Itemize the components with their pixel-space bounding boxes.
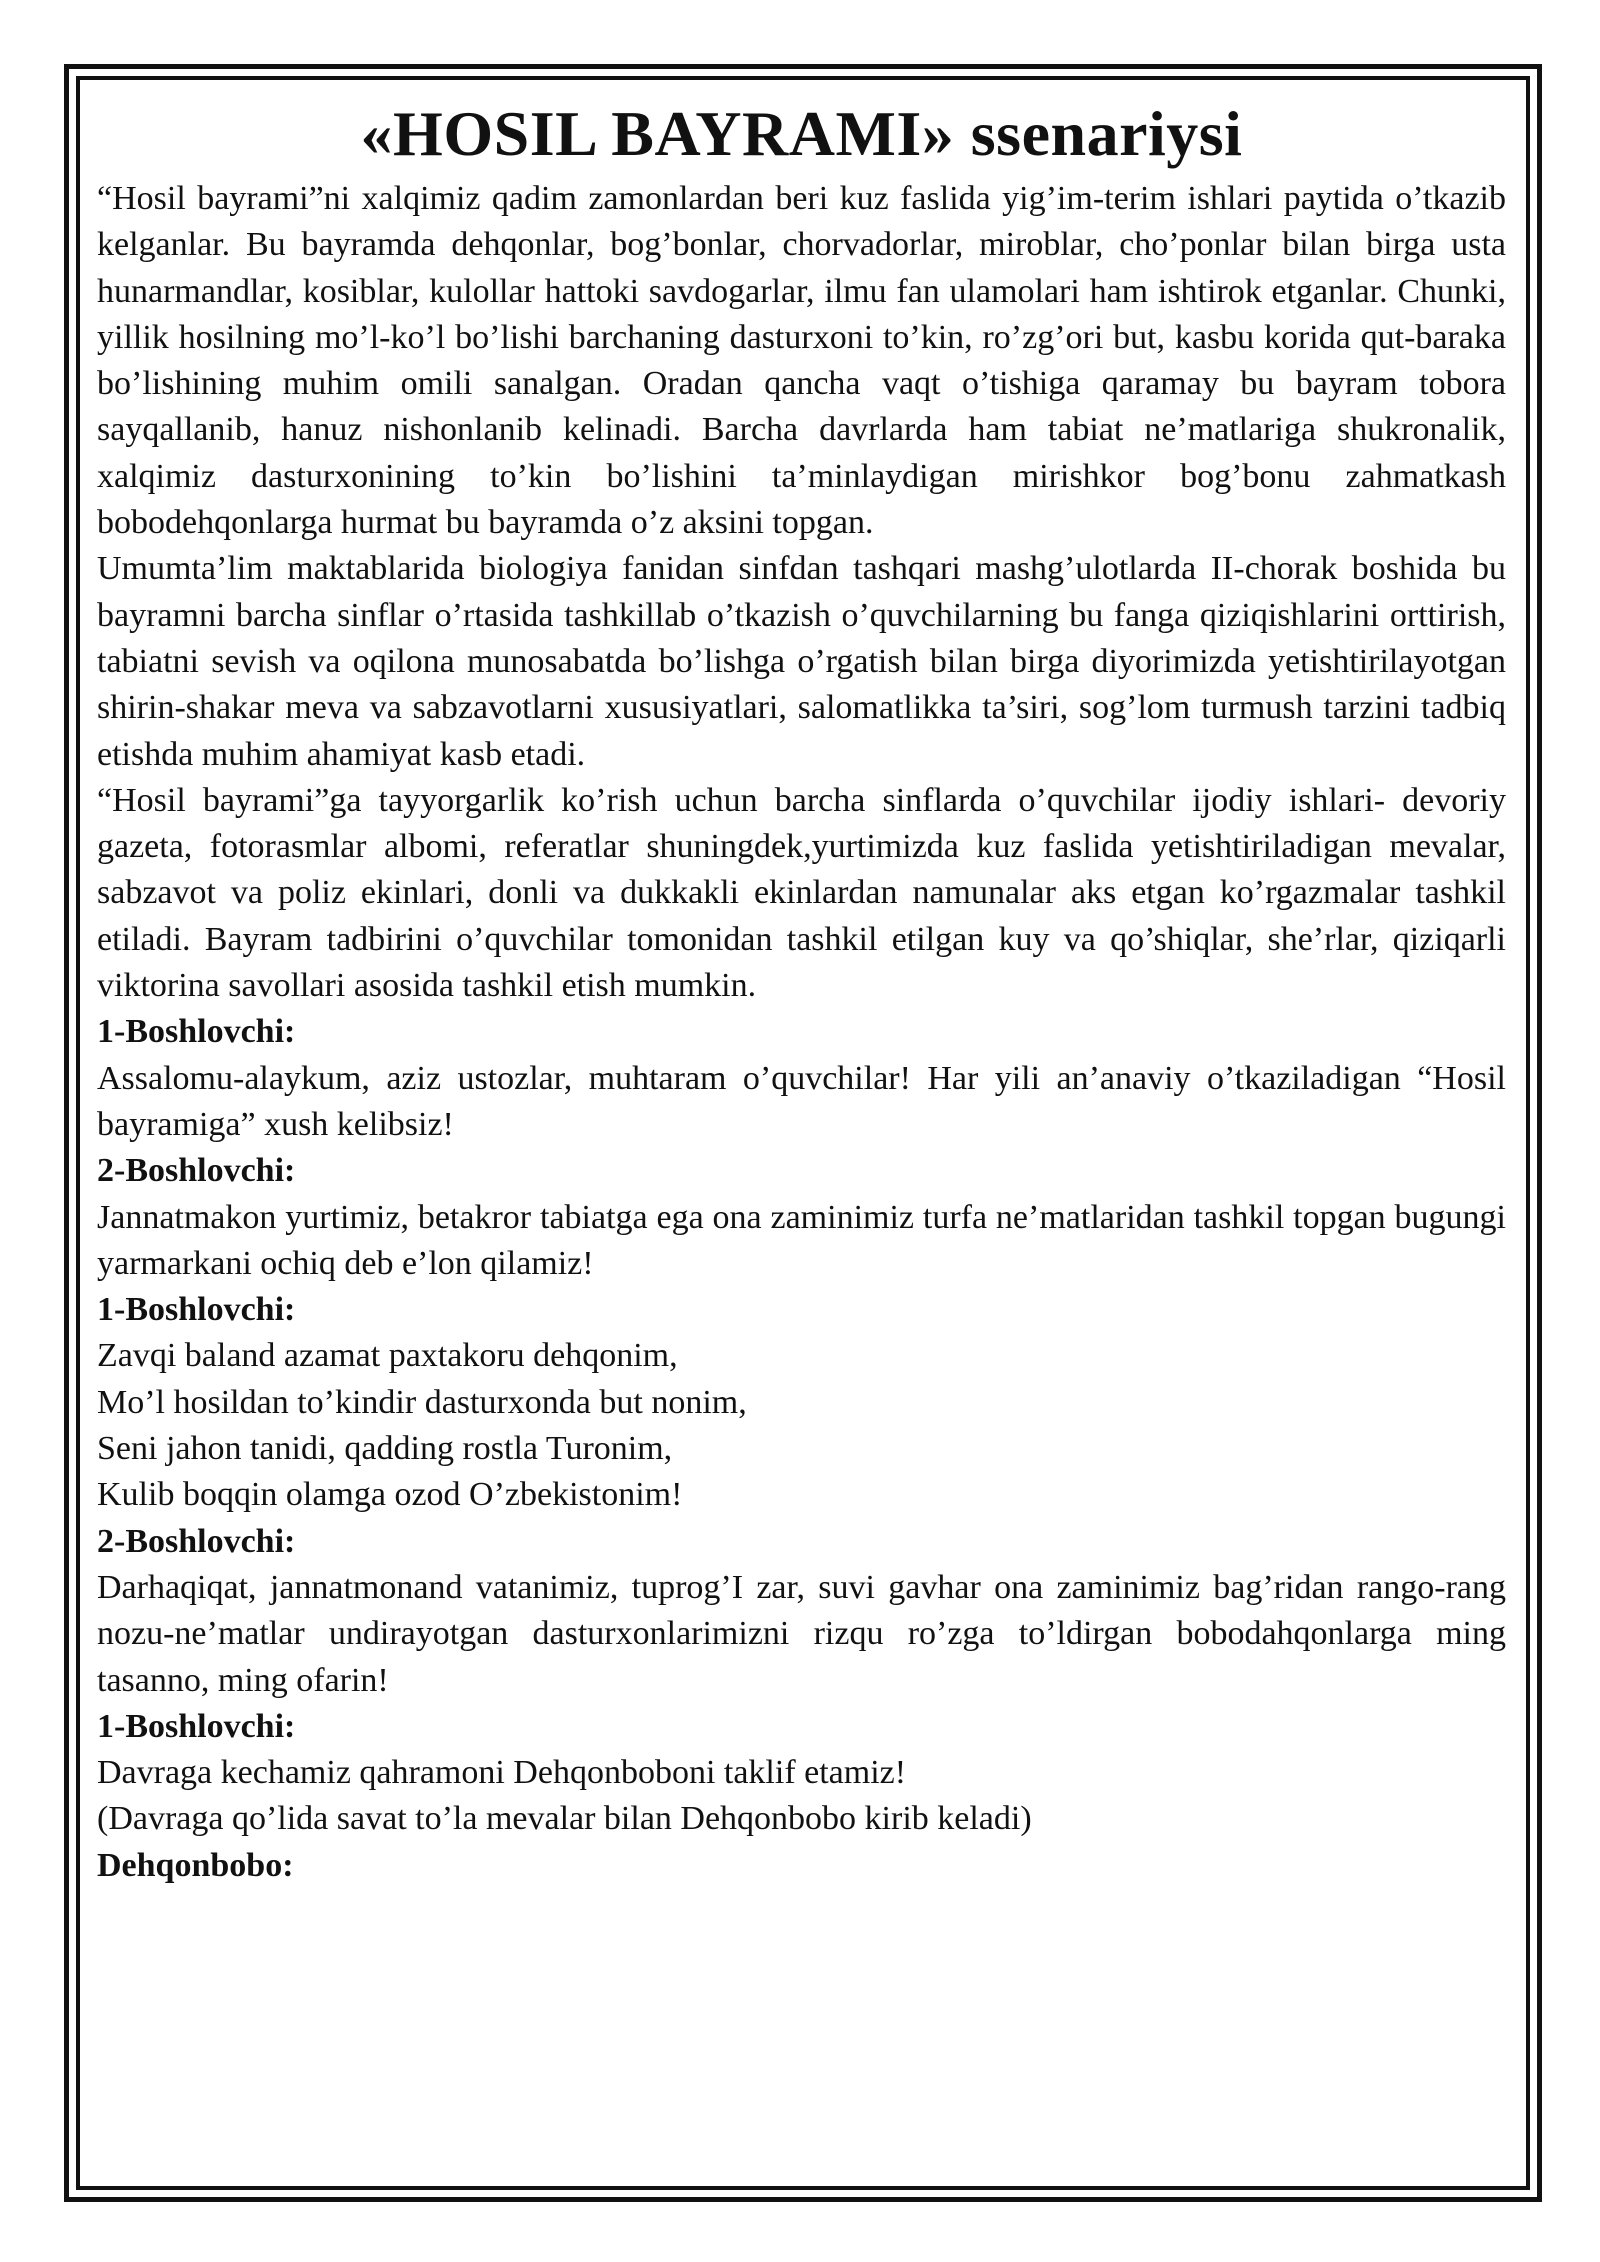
speaker-label: Dehqonbobo:	[97, 1846, 294, 1884]
speaker-label: 1-Boshlovchi:	[97, 1291, 296, 1329]
speaker-label: 1-Boshlovchi:	[97, 1013, 296, 1051]
speaker-label: 1-Boshlovchi:	[97, 1707, 296, 1745]
verse-line: Zavqi baland azamat paxtakoru dehqonim,	[97, 1337, 678, 1375]
verse-line: Mo’l hosildan to’kindir dasturxonda but nonim,	[97, 1383, 747, 1421]
stage-direction: (Davraga qo’lida savat to’la mevalar bilan Dehqonbobo kirib keladi)	[97, 1800, 1032, 1838]
speech-text: Assalomu-alaykum, aziz ustozlar, muhtaram o’quvchilar! Har yili an’anaviy o’tkaziladigan “Hosil bayramiga” xush kelibsiz!	[97, 1059, 1506, 1143]
speech-line: Davraga kechamiz qahramoni Dehqonboboni taklif etamiz!	[97, 1754, 907, 1792]
speaker-label: 2-Boshlovchi:	[97, 1522, 296, 1560]
document-title: «HOSIL BAYRAMI» ssenariysi	[360, 98, 1243, 169]
speaker-label: 2-Boshlovchi:	[97, 1152, 296, 1190]
intro-paragraph: “Hosil bayrami”ga tayyorgarlik ko’rish uchun barcha sinflarda o’quvchilar ijodiy ishlari- devoriy gazeta, fotorasmlar albomi, referatlar shuningdek,yurtimizda kuz faslida yetishtiriladigan mevalar, sabzavot va poliz ekinlari, donli va dukkakli ekinlardan namunalar aks etgan ko’rgazmalar tashkil etiladi. Bayram tadbirini o’quvchilar tomonidan tashkil etilgan kuy va qo’shiqlar, she’rlar, qiziqarli viktorina savollari asosida tashkil etish mumkin.	[97, 781, 1506, 1005]
verse-line: Kulib boqqin olamga ozod O’zbekistonim!	[97, 1476, 683, 1514]
document-body	[97, 94, 1506, 1889]
speech-text: Darhaqiqat, jannatmonand vatanimiz, tuprog’I zar, suvi gavhar ona zaminimiz bag’ridan rango-rang nozu-ne’matlar undirayotgan dasturxonlarimizni rizqu ro’zga to’ldirgan bobodahqonlarga ming tasanno, ming ofarin!	[97, 1568, 1506, 1699]
speech-text: Jannatmakon yurtimiz, betakror tabiatga ega ona zaminimiz turfa ne’matlaridan tashkil topgan bugungi yarmarkani ochiq deb e’lon qilamiz!	[97, 1198, 1506, 1282]
intro-paragraph: Umumta’lim maktablarida biologiya fanidan sinfdan tashqari mashg’ulotlarda II-chorak boshida bu bayramni barcha sinflar o’rtasida tashkillab o’tkazish o’quvchilarning bu fanga qiziqishlarini orttirish, tabiatni sevish va oqilona munosabatda bo’lishga o’rgatish bilan birga diyorimizda yetishtirilayotgan shirin-shakar meva va sabzavotlarni xususiyatlari, salomatlikka ta’siri, sog’lom turmush tarzini tadbiq etishda muhim ahamiyat kasb etadi.	[97, 550, 1506, 773]
intro-paragraph: “Hosil bayrami”ni xalqimiz qadim zamonlardan beri kuz faslida yig’im-terim ishlari paytida o’tkazib kelganlar. Bu bayramda dehqonlar, bog’bonlar, chorvadorlar, miroblar, cho’ponlar bilan birga usta hunarmandlar, kosiblar, kulollar hattoki savdogarlar, ilmu fan ulamolari ham ishtirok etganlar. Chunki, yillik hosilning mo’l-ko’l bo’lishi barchaning dasturxoni to’kin, ro’zg’ori but, kasbu korida qut-baraka bo’lishining muhim omili sanalgan. Oradan qancha vaqt o’tishiga qaramay bu bayram tobora sayqallanib, hanuz nishonlanib kelinadi. Barcha davrlarda ham tabiat ne’matlariga shukronalik, xalqimiz dasturxonining to’kin bo’lishini ta’minlaydigan mirishkor bog’bonu zahmatkash bobodehqonlarga hurmat bu bayramda o’z aksini topgan.	[97, 180, 1506, 542]
verse-line: Seni jahon tanidi, qadding rostla Turonim,	[97, 1430, 673, 1468]
